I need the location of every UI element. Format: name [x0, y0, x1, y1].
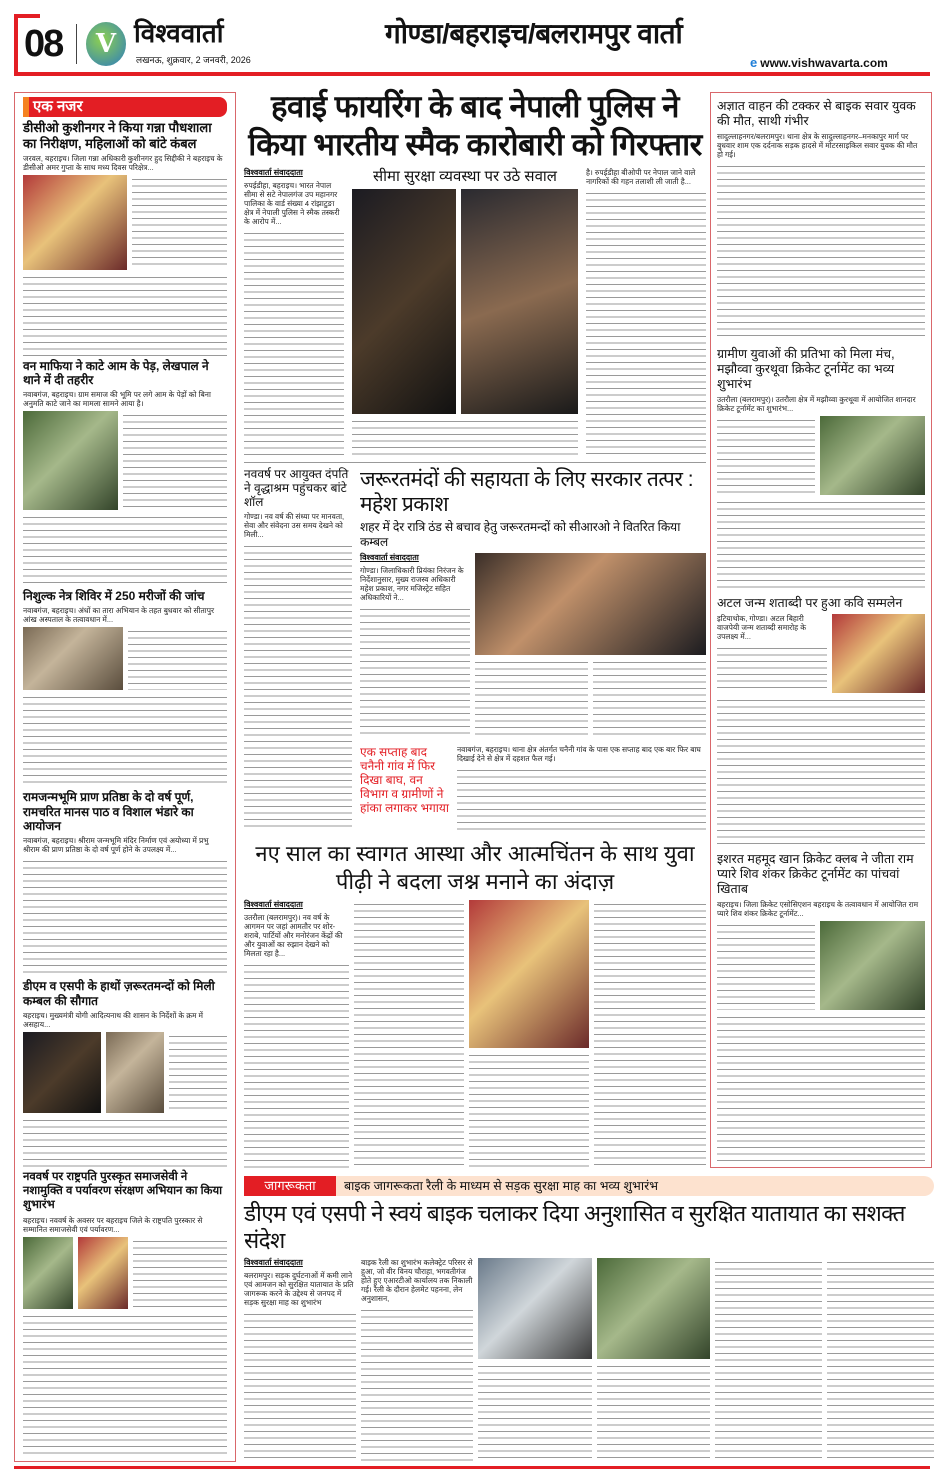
article-body [717, 1013, 925, 1161]
left-column [14, 92, 236, 1462]
section-tag: एक नजर [23, 97, 227, 117]
article-body [244, 1310, 356, 1462]
lead-headline[interactable]: हवाई फायरिंग के बाद नेपाली पुलिस ने किया भारतीय स्मैक कारोबारी को गिरफ्तार [248, 89, 702, 162]
article-lead: उतरौला (बलरामपुर)। नव वर्ष के आगमन पर जहां आमतौर पर शोर-शराबे, पार्टियों और मनोरंजन केंद्रों की और युवाओं का रुझान देखने को मिलता रहा है... [244, 912, 343, 958]
article-body [469, 1051, 589, 1170]
article-title[interactable]: इशरत महमूद खान क्रिकेट क्लब ने जीता राम प्यारे शिव शंकर क्रिकेट टूर्नामेंट का पांचवां खिताब [717, 851, 914, 896]
article-body [717, 162, 925, 340]
article-subtitle: शहर में देर रात्रि ठंड से बचाव हेतु जरूरतमन्दों को सीआरओ ने वितरित किया कम्बल [360, 520, 681, 550]
article-photo [820, 921, 925, 1010]
article-body [133, 1237, 227, 1310]
article-title[interactable]: ग्रामीण युवाओं की प्रतिभा को मिला मंच, मझौव्वा कुरथूवा क्रिकेट टूर्नामेंट का भव्य शुभारंभ [717, 347, 895, 392]
story4-body [244, 900, 706, 1170]
article-title[interactable]: डीएम एवं एसपी ने स्वयं बाइक चलाकर दिया अनुशासित व सुरक्षित यातायात का सशक्त संदेश [244, 1201, 905, 1253]
article-lead: नवाबगंज, बहराइच। थाना क्षेत्र अंतर्गत चनैनी गांव के पास एक सप्ताह बाद एक बार फिर बाघ दिखाई देने से क्षेत्र में दहशत फैल गई। [457, 745, 701, 764]
byline: विश्ववार्ता संवाददाता [244, 899, 303, 909]
brand-name: विश्ववार्ता [134, 18, 224, 48]
article-body [23, 693, 227, 788]
lead-photo [352, 189, 456, 414]
byline: विश्ववार्ता संवाददाता [360, 553, 419, 563]
article-lead: बाइक रैली का शुभारंभ कलेक्ट्रेट परिसर से हुआ, जो वीर विनय चौराहा, भगवतीगंज होते हुए एआरटीओ कार्यालय तक निकाली गई। रैली के दौरान हेलमेट पहनना, लेन अनुशासन, [361, 1258, 473, 1303]
article-body [717, 644, 827, 693]
article-photo [597, 1258, 711, 1359]
article-body [361, 1306, 473, 1462]
article-photo [469, 900, 589, 1049]
footer-rule [14, 1466, 930, 1469]
article-title[interactable]: अज्ञात वाहन की टक्कर से बाइक सवार युवक की मौत, साथी गंभीर [717, 99, 916, 128]
article-body [717, 416, 815, 495]
article-body [478, 1362, 592, 1463]
article-title[interactable]: वन माफिया ने काटे आम के पेड़, लेखपाल ने थाने में दी तहरीर [23, 358, 209, 387]
article-photo [23, 175, 127, 270]
article-lead: बहराइच। जिला क्रिकेट एसोसिएशन बहराइच के तत्वावधान में आयोजित राम प्यारे शिव शंकर क्रिकेट टूर्नामेंट... [717, 899, 919, 918]
article-photo [832, 614, 925, 693]
kicker-text: बाइक जागरूकता रैली के माध्यम से सड़क सुरक्षा माह का भव्य शुभारंभ [344, 1179, 658, 1193]
article-body [457, 766, 706, 832]
right-column [710, 92, 932, 1168]
article-photo [23, 627, 123, 690]
article-body [717, 921, 815, 1010]
article-title[interactable]: जरूरतमंदों की सहायता के लिए सरकार तत्पर : महेश प्रकाश [360, 468, 694, 517]
article-body [23, 1116, 227, 1169]
article-title[interactable]: नववर्ष पर राष्ट्रपति पुरस्कृत समाजसेवी ने नशामुक्ति व पर्यावरण संरक्षण अभियान का किया शुभारंभ [23, 1171, 223, 1211]
article-photo [106, 1032, 164, 1113]
article-title[interactable]: एक सप्ताह बाद चनैनी गांव में फिर दिखा बाघ, वन विभाग व ग्रामीणों ने हांका लगाकर भगाया [360, 745, 449, 816]
lead-story-body [244, 168, 706, 458]
article-lead: नवाबगंज, बहराइच। श्रीराम जन्मभूमि मंदिर निर्माण एवं अयोध्या में प्रभु श्रीराम की प्राण प्रतिष्ठा के दो वर्ष पूर्ण होने के उपलक्ष्य में... [23, 836, 209, 855]
article-body [23, 857, 227, 976]
dateline: लखनऊ, शुक्रवार, 2 जनवरी, 2026 [136, 55, 251, 65]
article-photo [23, 1032, 101, 1113]
article-title[interactable]: डीएम व एसपी के हाथों ज़रूरतमन्दों को मिली कम्बल की सौगात [23, 979, 215, 1008]
article-body [593, 658, 706, 736]
browser-icon: e [750, 55, 758, 70]
article-body [123, 411, 227, 510]
article-body [597, 1362, 711, 1463]
bottom-story [244, 1176, 934, 1462]
article-body [23, 513, 227, 586]
article-body [169, 1032, 227, 1113]
article-lead: बहराइच। मुख्यमंत्री योगी आदित्यनाथ की शासन के निर्देशों के क्रम में असहाय... [23, 1010, 204, 1029]
kicker-bar [244, 1176, 934, 1196]
article-lead: बलरामपुर। सड़क दुर्घटनाओं में कमी लाने एवं आमजन को सुरक्षित यातायात के प्रति जागरूक करने के उद्देश्य से जनपद में सड़क सुरक्षा माह का शुभारंभ [244, 1271, 354, 1307]
article-lead: नवाबगंज, बहराइच। ग्राम समाज की भूमि पर लगे आम के पेड़ों को बिना अनुमति काटे जाने का मामला सामने आया है। [23, 390, 211, 409]
article-lead: इटियाथोक, गोण्डा। अटल बिहारी वाजपेयी जन्म शताब्दी समारोह के उपलक्ष्य में... [717, 614, 806, 642]
article-body [717, 498, 925, 589]
article-body [715, 1258, 822, 1462]
middle-stories [244, 467, 706, 831]
article-lead: बहराइच। नववर्ष के अवसर पर बहराइच जिले के राष्ट्रपति पुरस्कार से सम्मानित समाजसेवी एवं पर्यावरण... [23, 1215, 203, 1234]
brand-logo-icon: V [86, 22, 126, 66]
article-body [475, 658, 588, 736]
article-body [23, 273, 227, 356]
article-photo [475, 553, 706, 655]
divider [244, 462, 706, 463]
article-body [244, 229, 344, 458]
article-photo [820, 416, 925, 495]
website-link[interactable] [750, 56, 888, 70]
article-lead: जरवल, बहराइच। जिला गन्ना अधिकारी कुशीनगर हुद सिद्दीकी ने बहराइच के डीसीओ अमर गुप्ता के साथ मध्य दिवस परिक्षेत्र... [23, 154, 223, 173]
article-body [244, 542, 352, 831]
byline: विश्ववार्ता संवाददाता [244, 168, 303, 177]
article-lead: नवाबगंज, बहराइच। अंधों का तारा अभियान के तहत बुधवार को सीतापुर आंख अस्पताल के तत्वावधान में... [23, 605, 215, 624]
website-text: www.vishwavarta.com [760, 56, 888, 70]
section-tag: जागरूकता [244, 1176, 336, 1196]
article-photo [478, 1258, 592, 1359]
article-body [352, 417, 578, 458]
article-lead: उतरौला (बलरामपुर)। उतरौला क्षेत्र में मझौव्वा कुरथूवा में आयोजित शानदार क्रिकेट टूर्नामेंट का शुभारंभ... [717, 395, 916, 414]
article-title[interactable]: रामजन्मभूमि प्राण प्रतिष्ठा के दो वर्ष पूर्ण, रामचरित मानस पाठ व विशाल भंडारे का आयोजन [23, 790, 194, 834]
article-body [23, 1312, 227, 1455]
article-title[interactable]: नए साल का स्वागत आस्था और आत्मचिंतन के साथ युवा पीढ़ी ने बदला जश्न मनाने का अंदाज़ [255, 840, 695, 894]
article-title[interactable]: अटल जन्म शताब्दी पर हुआ कवि सम्मलेन [717, 596, 903, 611]
article-body [244, 961, 349, 1170]
article-photo [23, 411, 118, 510]
article-body [717, 696, 925, 844]
section-title: गोण्डा/बहराइच/बलरामपुर वार्ता [385, 18, 683, 49]
article-lead: है। रुपईडीहा बीओपी पर नेपाल जाने वाले नागरिकों की गहन तलाशी ली जाती है... [586, 168, 696, 186]
article-title[interactable]: नववर्ष पर आयुक्त दंपति ने वृद्धाश्रम पहुंचकर बांटे शॉल [244, 467, 349, 510]
article-title[interactable]: निशुल्क नेत्र शिविर में 250 मरीजों की जांच [23, 588, 205, 603]
article-photo [78, 1237, 128, 1310]
byline: विश्ववार्ता संवाददाता [244, 1258, 303, 1267]
lead-photo [461, 189, 578, 414]
page-number: 08 [24, 23, 63, 65]
article-body [354, 900, 464, 1170]
article-body [360, 605, 470, 736]
bottom-story-body [244, 1258, 934, 1462]
article-lead: गोण्डा। नव वर्ष की संध्या पर मानवता, सेवा और संवेदना उस समय देखने को मिली... [244, 512, 345, 540]
article-lead: रुपईडीहा, बहराइच। भारत नेपाल सीमा से सटे नेपालगंज उप महानगर पालिका के वार्ड संख्या 4 रांझाटुङा क्षेत्र में नेपाली पुलिस ने स्मैक तस्करी के आरोप में... [244, 181, 340, 226]
lead-subheadline: सीमा सुरक्षा व्यवस्था पर उठे सवाल [373, 168, 557, 185]
article-title[interactable]: डीसीओ कुशीनगर ने किया गन्ना पौधशाला का निरीक्षण, महिलाओं को बांटे कंबल [23, 120, 212, 151]
article-body [128, 627, 227, 690]
article-body [827, 1258, 934, 1462]
article-lead: सादुल्लाहनगर/बलरामपुर। थाना क्षेत्र के सादुल्लाहनगर–मनकापुर मार्ग पर बुधवार शाम एक दर्दनाक सड़क हादसे में मोटरसाइकिल सवार युवक की मौत हो गई। [717, 132, 918, 159]
article-photo [23, 1237, 73, 1310]
divider [76, 24, 77, 64]
article-lead: गोण्डा। जिलाधिकारी प्रियंका निरंजन के निर्देशानुसार, मुख्य राजस्व अधिकारी महेश प्रकाश, नगर मजिस्ट्रेट सहित अधिकारियों ने... [360, 566, 464, 603]
article-body [586, 189, 706, 458]
article-body [594, 900, 706, 1170]
main-column [244, 88, 706, 1170]
header-rule [14, 72, 930, 76]
article-body [132, 175, 227, 270]
